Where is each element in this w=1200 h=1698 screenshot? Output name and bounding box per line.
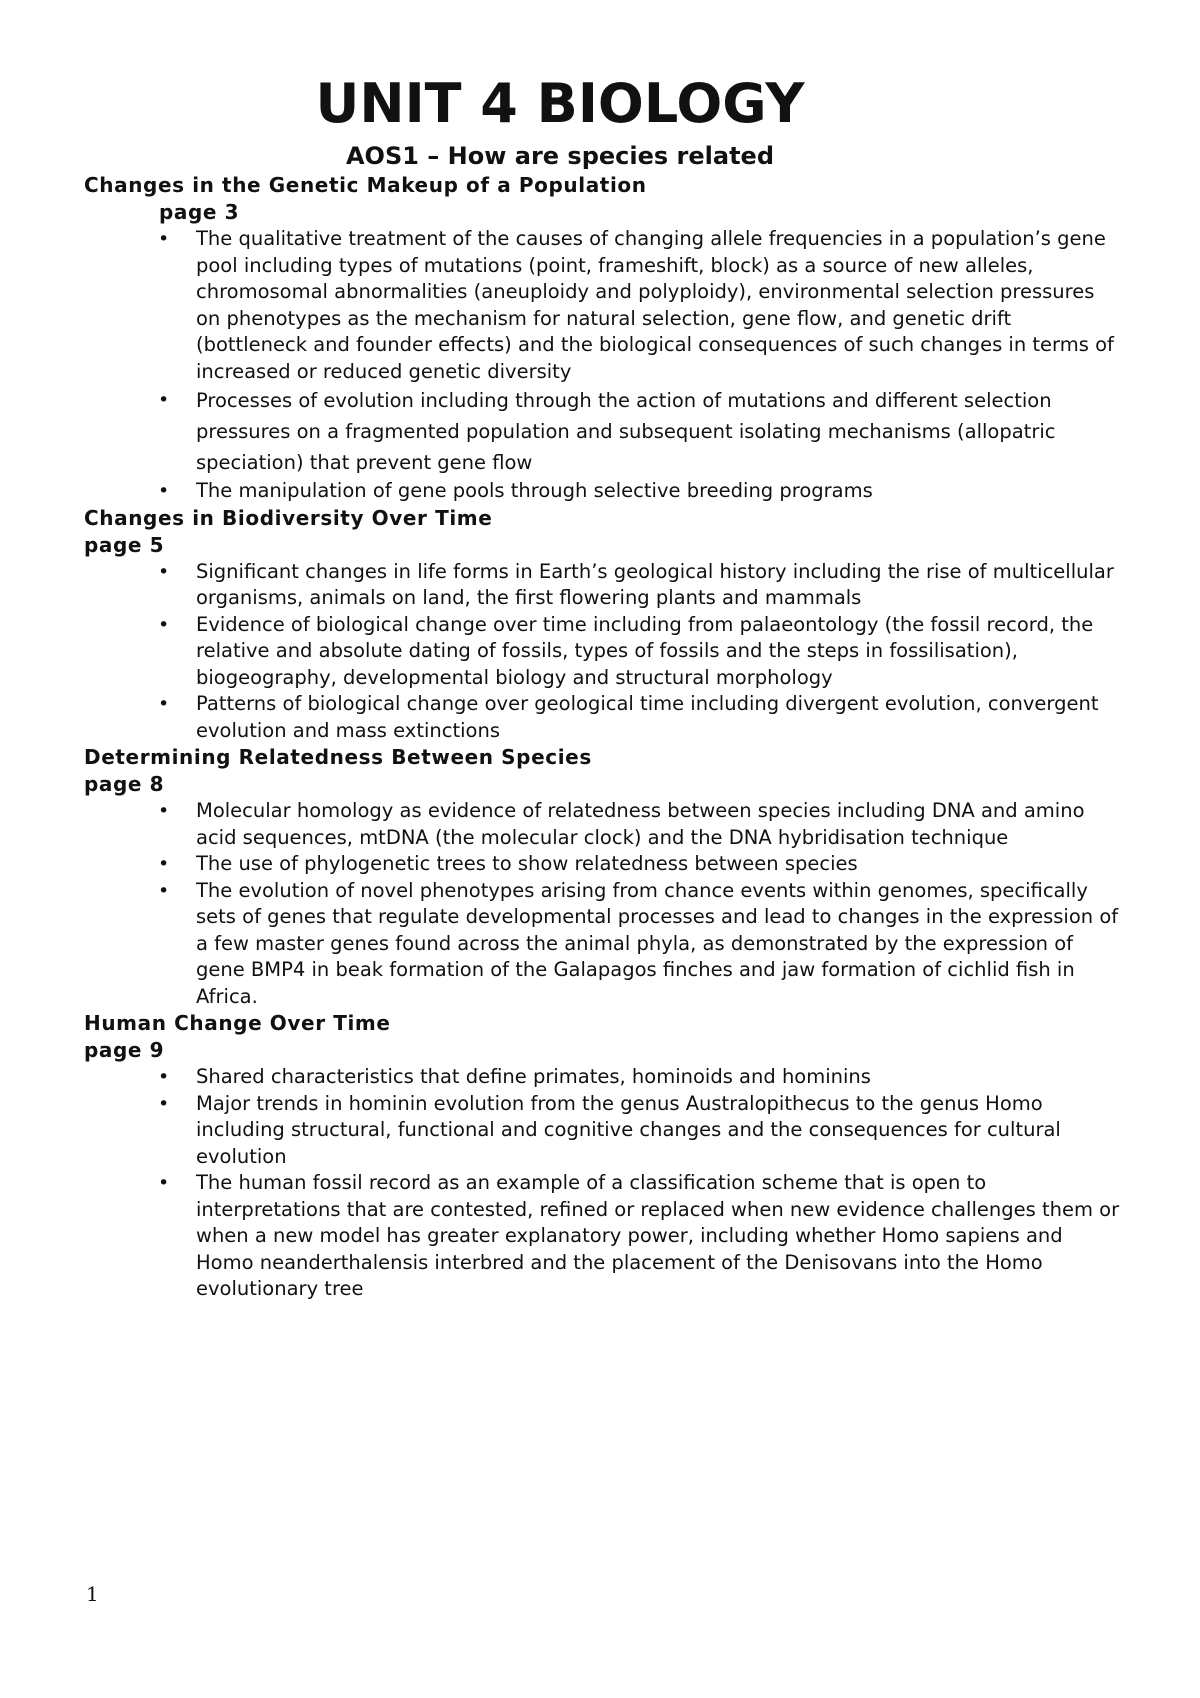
- bullet-icon: •: [158, 613, 170, 636]
- list-item-text: Major trends in hominin evolution from the genus Australopithecus to the genus Homo including structural, functional and cognitive changes and the consequences for cultural evolution: [196, 1091, 1061, 1168]
- bullet-icon: •: [158, 560, 170, 583]
- section-heading: Changes in the Genetic Makeup of a Population: [84, 173, 647, 197]
- list-item: [158, 385, 1124, 478]
- list-item-text: Patterns of biological change over geological time including divergent evolution, convergent evolution and mass extinctions: [196, 692, 1099, 742]
- section-page-ref: page 3: [159, 200, 240, 224]
- list-item: [158, 612, 1124, 692]
- list-item: [158, 478, 1124, 505]
- list-item-text: Significant changes in life forms in Earth’s geological history including the rise of multicellular organisms, animals on land, the first flowering plants and mammals: [196, 559, 1114, 609]
- bullet-icon: •: [158, 800, 170, 822]
- list-item: [158, 226, 1124, 385]
- list-item-text: The qualitative treatment of the causes of changing allele frequencies in a population’s gene pool including types of mutations (point, frameshift, block) as a source of new alleles, chromosomal abnormalities (aneuploidy and polyploidy), environmental selection pressures on phenotypes as the mechanism for natural selection, gene flow, and genetic drift (bottleneck and founder effects) and the biological consequences of such changes in terms of increased or reduced genetic diversity: [196, 227, 1114, 383]
- bullet-list: [84, 1064, 1124, 1303]
- list-item: [158, 1170, 1124, 1303]
- list-item-text: The human fossil record as an example of a classification scheme that is open to interpretations that are contested, refined or replaced when new evidence challenges them or when a new model has greater explanatory power, including whether Homo sapiens and Homo neanderthalensis interbred and the placement of the Denisovans into the Homo evolutionary tree: [196, 1171, 1120, 1300]
- list-item-text: Processes of evolution including through the action of mutations and different selection pressures on a fragmented population and subsequent isolating mechanisms (allopatric speciation) that prevent gene flow: [196, 389, 1056, 474]
- list-item: [158, 1091, 1124, 1171]
- bullet-list: [84, 798, 1124, 1010]
- bullet-icon: •: [158, 1066, 170, 1088]
- list-item-text: The evolution of novel phenotypes arising from chance events within genomes, specifically sets of genes that regulate developmental processes and lead to changes in the expression of a few master genes found across the animal phyla, as demonstrated by the expression of gene BMP4 in beak formation of the Galapagos finches and jaw formation of cichlid fish in Africa.: [196, 878, 1119, 1008]
- page-number: 1: [86, 1582, 99, 1606]
- section-heading: Determining Relatedness Between Species: [84, 745, 592, 769]
- list-item: [158, 851, 1124, 878]
- bullet-list: [84, 226, 1124, 505]
- section-genetic-makeup: [84, 172, 1124, 505]
- section-page-ref: page 9: [84, 1038, 165, 1062]
- list-item-text: Shared characteristics that define primates, hominoids and hominins: [196, 1065, 871, 1088]
- bullet-icon: •: [158, 228, 170, 250]
- document-content: [84, 172, 1124, 1303]
- section-page-ref: page 5: [84, 532, 165, 557]
- section-heading: Human Change Over Time: [84, 1011, 391, 1035]
- document-title: UNIT 4 BIOLOGY: [315, 72, 805, 135]
- list-item-text: The manipulation of gene pools through selective breeding programs: [196, 479, 873, 502]
- bullet-list: [84, 559, 1124, 745]
- section-relatedness: [84, 744, 1124, 1010]
- bullet-icon: •: [158, 480, 170, 502]
- document-subtitle: AOS1 – How are species related: [345, 142, 774, 170]
- list-item: [158, 691, 1124, 744]
- bullet-icon: •: [158, 853, 170, 875]
- bullet-icon: •: [158, 1172, 170, 1194]
- list-item-text: The use of phylogenetic trees to show relatedness between species: [196, 852, 858, 875]
- bullet-icon: •: [158, 693, 170, 715]
- list-item: [158, 559, 1124, 612]
- bullet-icon: •: [158, 1092, 170, 1115]
- section-heading: Changes in Biodiversity Over Time: [84, 505, 493, 530]
- section-page-ref: page 8: [84, 772, 165, 796]
- bullet-icon: •: [158, 879, 170, 902]
- list-item-text: Molecular homology as evidence of relatedness between species including DNA and amino acid sequences, mtDNA (the molecular clock) and the DNA hybridisation technique: [196, 799, 1085, 849]
- list-item: [158, 878, 1124, 1011]
- section-human-change: [84, 1010, 1124, 1303]
- section-biodiversity: [84, 505, 1124, 745]
- list-item: [158, 798, 1124, 851]
- list-item-text: Evidence of biological change over time including from palaeontology (the fossil record, the relative and absolute dating of fossils, types of fossils and the steps in fossilisation), biogeography, developmental biology and structural morphology: [196, 612, 1094, 689]
- list-item: [158, 1064, 1124, 1091]
- bullet-icon: •: [158, 389, 170, 411]
